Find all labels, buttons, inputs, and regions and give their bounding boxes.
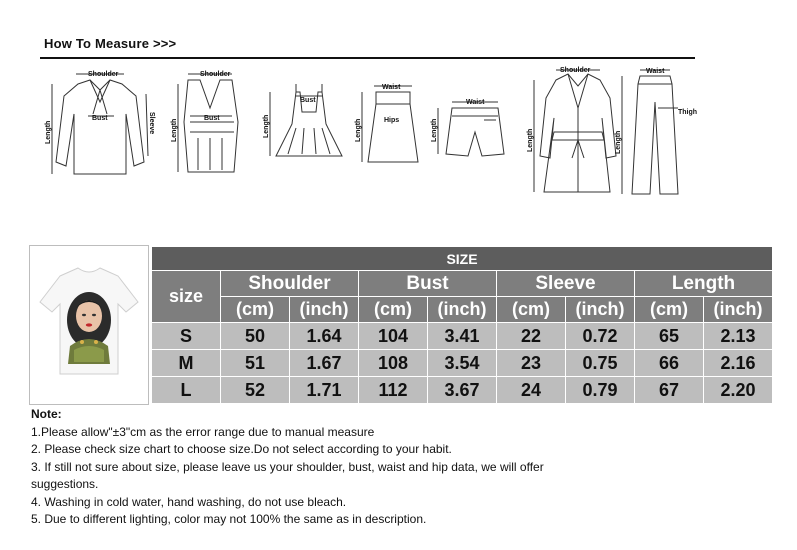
skirt-waist-label: Waist (382, 84, 401, 91)
sleeve-header: Sleeve (497, 271, 635, 297)
notes-title: Note: (31, 407, 62, 421)
size-title: SIZE (152, 247, 773, 271)
vest-sketch (178, 74, 238, 172)
how-to-measure-title: How To Measure >>> (44, 36, 177, 51)
vest-bust-label: Bust (204, 115, 220, 122)
table-cell: 1.71 (290, 377, 359, 404)
note-line: 5. Due to different lighting, color may not 100% the same as in description. (31, 512, 427, 526)
size-column-header: size (152, 271, 221, 323)
table-cell: 65 (635, 323, 704, 350)
shirt-bust-label: Bust (92, 115, 108, 122)
table-cell: 66 (635, 350, 704, 377)
table-cell: 3.41 (428, 323, 497, 350)
size-label: L (152, 377, 221, 404)
skirt-hips-label: Hips (384, 117, 400, 124)
shorts-sketch (438, 102, 504, 156)
note-line: 3. If still not sure about size, please leave us your shoulder, bust, waist and hip data, we will offer (31, 459, 544, 474)
size-chart-table (151, 246, 773, 404)
table-cell: 108 (359, 350, 428, 377)
pants-sketch (622, 70, 678, 194)
shorts-length-label: Length (431, 118, 438, 142)
bust-header: Bust (359, 271, 497, 297)
table-cell: 112 (359, 377, 428, 404)
note-line: 1.Please allow"±3"cm as the error range due to manual measure (31, 424, 375, 439)
table-cell: 3.67 (428, 377, 497, 404)
coat-length-label: Length (527, 128, 534, 152)
coat-sketch (534, 70, 616, 192)
unit-header: (cm) (221, 297, 290, 323)
coat-shoulder-label: Shoulder (560, 67, 591, 74)
note-line: 2. Please check size chart to choose size.Do not select according to your habit. (31, 442, 452, 456)
unit-header: (inch) (290, 297, 359, 323)
shorts-waist-label: Waist (466, 99, 485, 106)
table-cell: 0.79 (566, 377, 635, 404)
unit-header: (cm) (359, 297, 428, 323)
pants-thigh-label: Thigh (678, 109, 698, 116)
unit-header: (cm) (635, 297, 704, 323)
table-row (152, 377, 773, 404)
size-label: S (152, 323, 221, 350)
table-cell: 52 (221, 377, 290, 404)
unit-header: (inch) (428, 297, 497, 323)
table-cell: 2.20 (704, 377, 773, 404)
skirt-sketch (362, 86, 418, 162)
pants-length-label: Length (615, 130, 622, 154)
title-divider (40, 57, 695, 59)
unit-header: (inch) (566, 297, 635, 323)
table-cell: 2.16 (704, 350, 773, 377)
tshirt-illustration (30, 246, 148, 404)
table-cell: 1.64 (290, 323, 359, 350)
table-cell: 67 (635, 377, 704, 404)
table-cell: 104 (359, 323, 428, 350)
product-image (29, 245, 149, 405)
skirt-length-label: Length (355, 118, 362, 142)
table-cell: 23 (497, 350, 566, 377)
table-cell: 3.54 (428, 350, 497, 377)
shirt-length-label: Length (45, 120, 52, 144)
note-line: 4. Washing in cold water, hand washing, do not use bleach. (31, 494, 347, 509)
unit-header: (cm) (497, 297, 566, 323)
notes-section (31, 406, 631, 529)
table-cell: 0.72 (566, 323, 635, 350)
shoulder-header: Shoulder (221, 271, 359, 297)
table-row (152, 323, 773, 350)
table-cell: 0.75 (566, 350, 635, 377)
dress-sketch (270, 84, 342, 156)
note-line: suggestions. (31, 477, 99, 491)
vest-shoulder-label: Shoulder (200, 71, 231, 78)
dress-bust-label: Bust (300, 97, 316, 104)
shirt-sketch (52, 74, 148, 174)
dress-length-label: Length (263, 114, 270, 138)
table-row (152, 350, 773, 377)
table-cell: 51 (221, 350, 290, 377)
length-header: Length (635, 271, 773, 297)
table-cell: 1.67 (290, 350, 359, 377)
shirt-shoulder-label: Shoulder (88, 71, 119, 78)
measurement-sketches (38, 62, 703, 212)
shirt-sleeve-label: Sleeve (148, 112, 155, 135)
table-cell: 22 (497, 323, 566, 350)
table-cell: 2.13 (704, 323, 773, 350)
pants-waist-label: Waist (646, 68, 665, 75)
vest-length-label: Length (171, 118, 178, 142)
table-cell: 50 (221, 323, 290, 350)
unit-header: (inch) (704, 297, 773, 323)
table-cell: 24 (497, 377, 566, 404)
size-label: M (152, 350, 221, 377)
